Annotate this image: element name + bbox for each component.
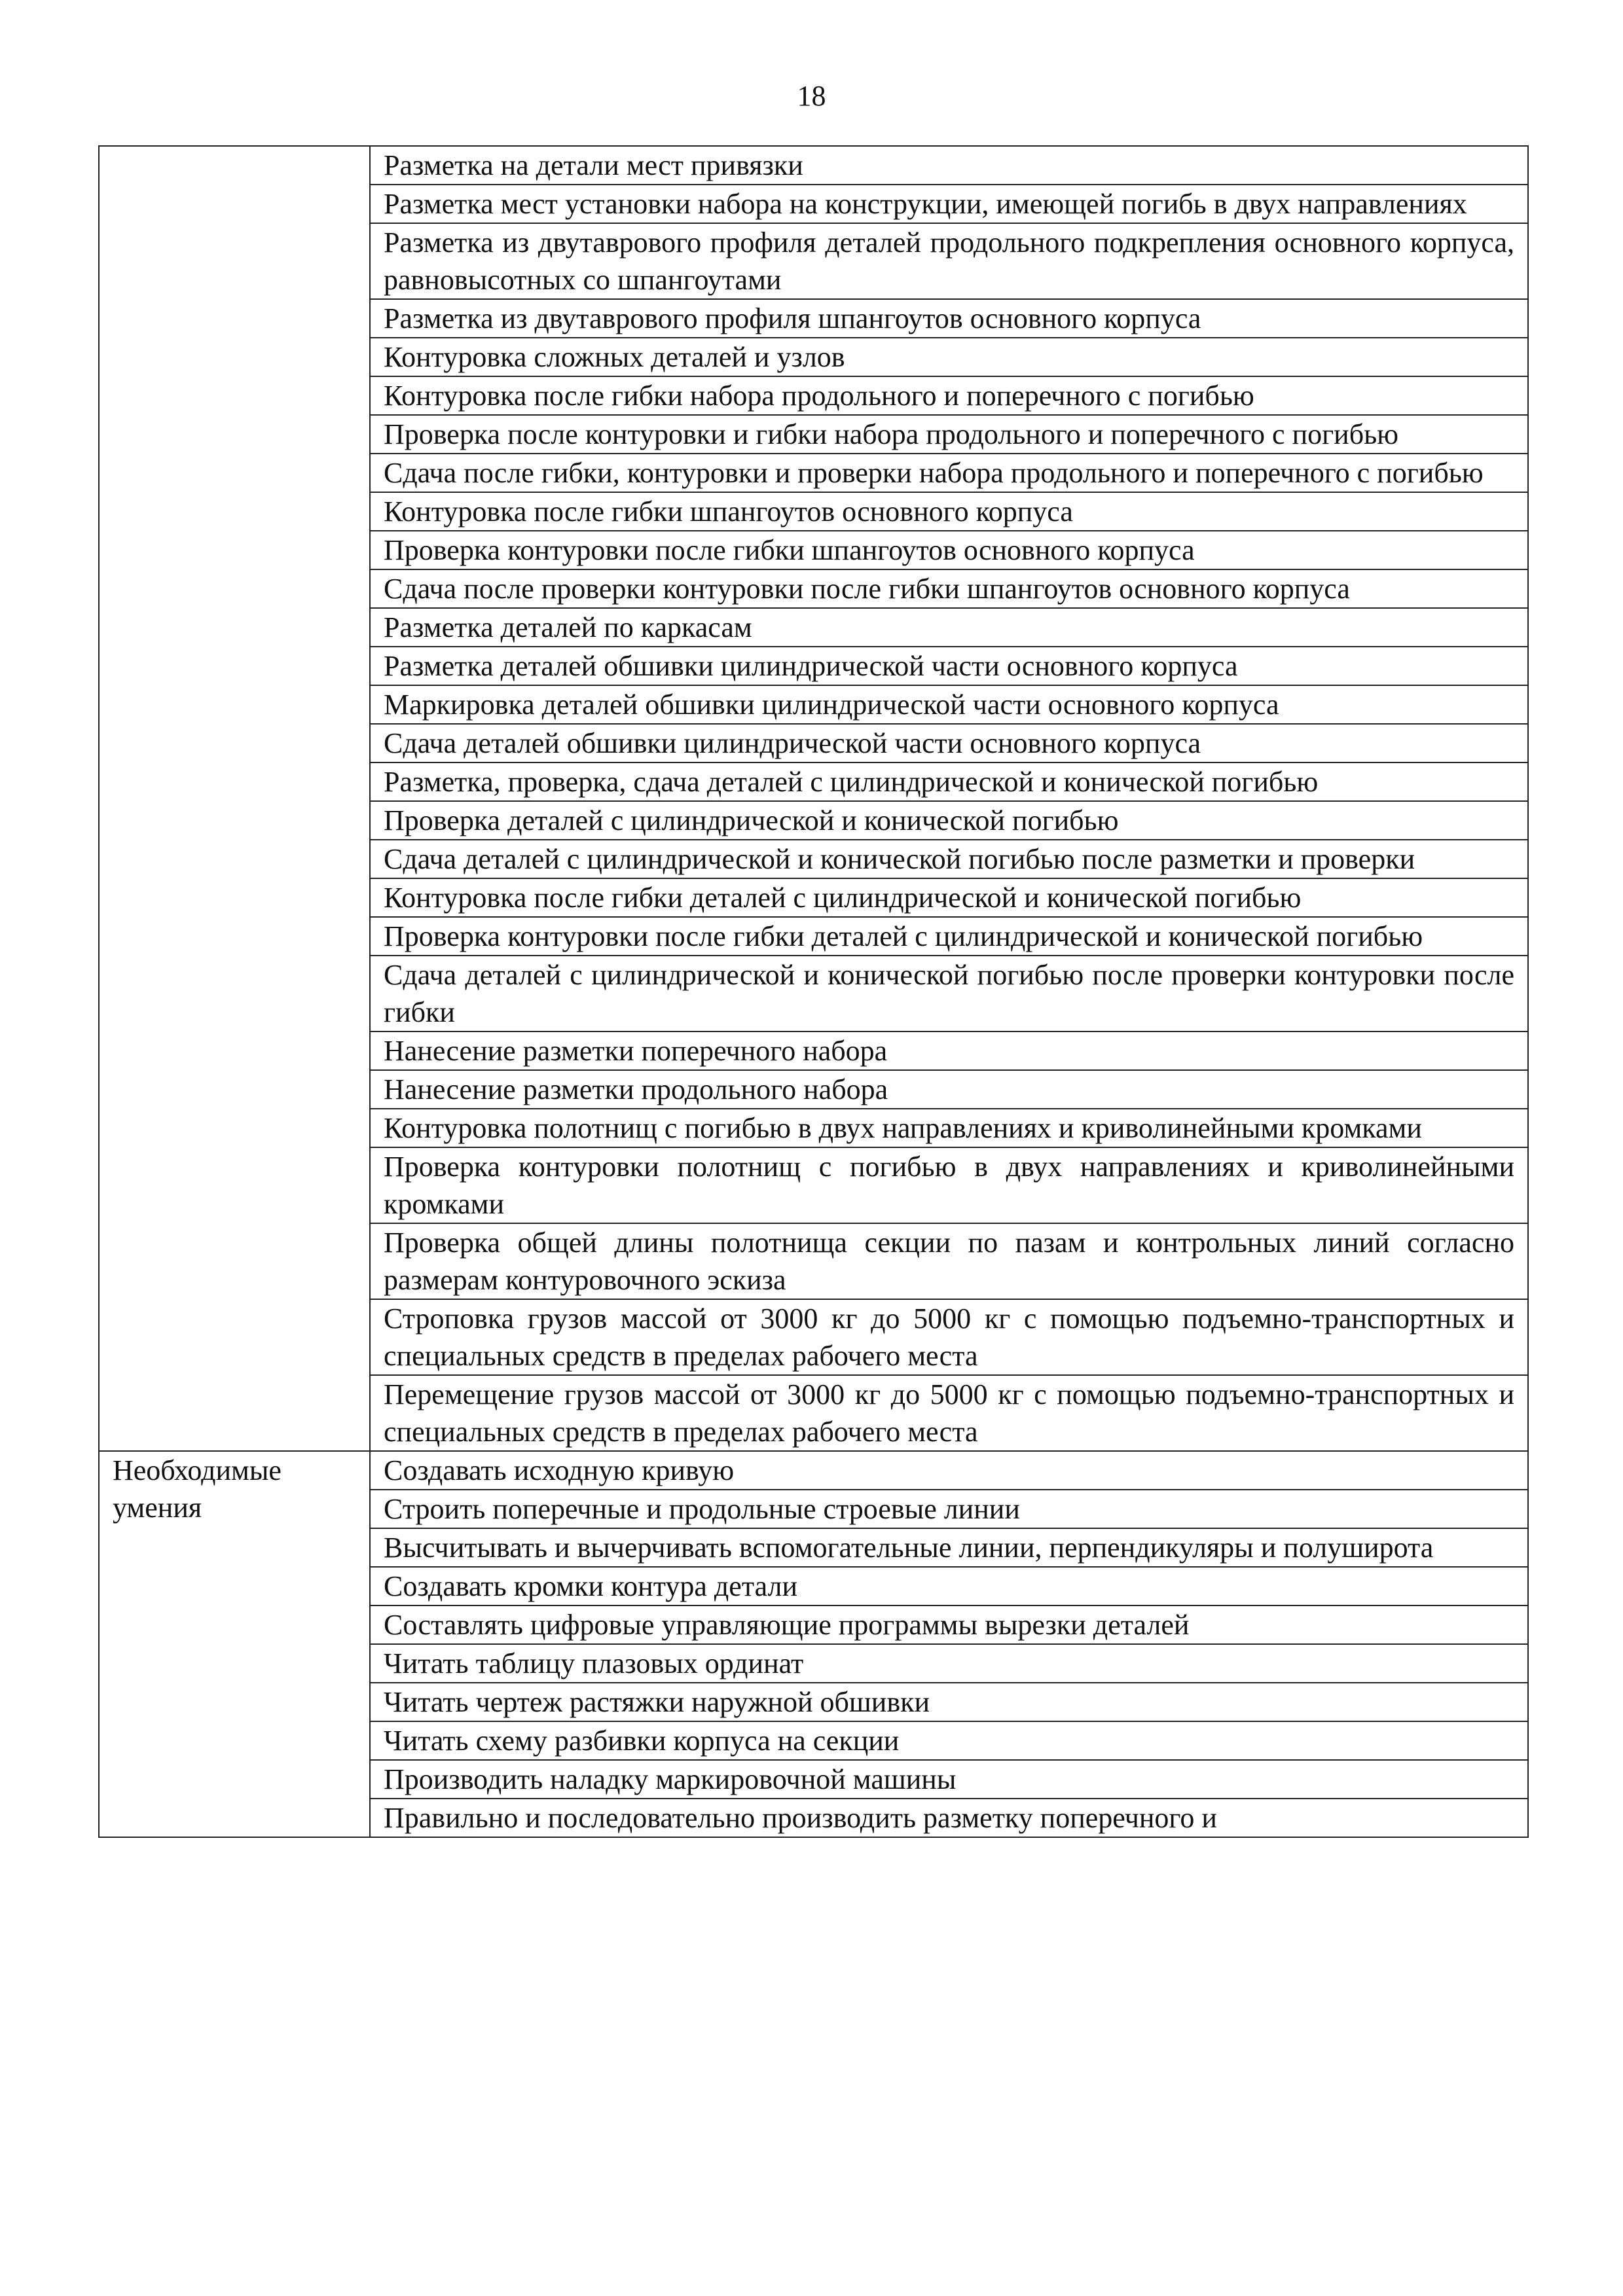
- table-cell-item: Проверка контуровки после гибки шпангоутов основного корпуса: [370, 531, 1528, 569]
- table-row: [99, 146, 1528, 185]
- table-cell-item: Нанесение разметки поперечного набора: [370, 1031, 1528, 1070]
- table-cell-item: Нанесение разметки продольного набора: [370, 1070, 1528, 1109]
- table-cell-item: Сдача деталей с цилиндрической и конической погибью после разметки и проверки: [370, 840, 1528, 878]
- table-cell-item: Контуровка после гибки шпангоутов основного корпуса: [370, 492, 1528, 531]
- table-cell-item: Разметка деталей обшивки цилиндрической части основного корпуса: [370, 647, 1528, 685]
- table-cell-item: Сдача деталей обшивки цилиндрической части основного корпуса: [370, 724, 1528, 762]
- table-row: [99, 1451, 1528, 1490]
- table-cell-item: Проверка после контуровки и гибки набора продольного и поперечного с погибью: [370, 415, 1528, 454]
- table-cell-item: Разметка из двутаврового профиля шпангоутов основного корпуса: [370, 299, 1528, 338]
- table-cell-item: Сдача после проверки контуровки после гибки шпангоутов основного корпуса: [370, 569, 1528, 608]
- table-cell-item: Контуровка полотнищ с погибью в двух направлениях и криволинейными кромками: [370, 1109, 1528, 1147]
- table-cell-item: Высчитывать и вычерчивать вспомогательные линии, перпендикуляры и полуширота: [370, 1528, 1528, 1567]
- table-cell-item: Проверка общей длины полотнища секции по пазам и контрольных линий согласно размерам контуровочного эскиза: [370, 1223, 1528, 1299]
- table-cell-item: Правильно и последовательно производить разметку поперечного и: [370, 1799, 1528, 1837]
- table-cell-item: Производить наладку маркировочной машины: [370, 1760, 1528, 1799]
- table-cell-item: Составлять цифровые управляющие программы вырезки деталей: [370, 1605, 1528, 1644]
- table-cell-item: Разметка на детали мест привязки: [370, 146, 1528, 185]
- table-cell-item: Контуровка после гибки деталей с цилиндрической и конической погибью: [370, 878, 1528, 917]
- table-cell-item: Разметка, проверка, сдача деталей с цилиндрической и конической погибью: [370, 762, 1528, 801]
- table-cell-item: Разметка мест установки набора на конструкции, имеющей погибь в двух направлениях: [370, 185, 1528, 223]
- table-cell-item: Сдача деталей с цилиндрической и конической погибью после проверки контуровки после гибки: [370, 956, 1528, 1031]
- table-cell-item: Разметка деталей по каркасам: [370, 608, 1528, 647]
- table-cell-item: Проверка контуровки полотнищ с погибью в двух направлениях и криволинейными кромками: [370, 1147, 1528, 1223]
- page-number: 18: [797, 80, 826, 112]
- table-cell-item: Читать чертеж растяжки наружной обшивки: [370, 1683, 1528, 1721]
- table-cell-item: Строить поперечные и продольные строевые линии: [370, 1490, 1528, 1528]
- table-cell-item: Создавать исходную кривую: [370, 1451, 1528, 1490]
- competency-table: [98, 145, 1529, 1838]
- table-cell-item: Перемещение грузов массой от 3000 кг до 5000 кг с помощью подъемно-транспортных и специальных средств в пределах рабочего места: [370, 1375, 1528, 1451]
- table-body: [99, 146, 1528, 1837]
- table-cell-item: Создавать кромки контура детали: [370, 1567, 1528, 1605]
- table-cell-item: Сдача после гибки, контуровки и проверки набора продольного и поперечного с погибью: [370, 454, 1528, 492]
- table-cell-item: Строповка грузов массой от 3000 кг до 5000 кг с помощью подъемно-транспортных и специальных средств в пределах рабочего места: [370, 1299, 1528, 1375]
- table-cell-item: Читать таблицу плазовых ординат: [370, 1644, 1528, 1683]
- section-label: Необходимые умения: [99, 1451, 370, 1837]
- table-cell-item: Разметка из двутаврового профиля деталей продольного подкрепления основного корпуса, равновысотных со шпангоутами: [370, 223, 1528, 299]
- table-cell-item: Читать схему разбивки корпуса на секции: [370, 1721, 1528, 1760]
- table-cell-item: Контуровка сложных деталей и узлов: [370, 338, 1528, 376]
- section-label-empty: [99, 146, 370, 1451]
- table-cell-item: Проверка деталей с цилиндрической и конической погибью: [370, 801, 1528, 840]
- table-cell-item: Маркировка деталей обшивки цилиндрической части основного корпуса: [370, 685, 1528, 724]
- table-cell-item: Контуровка после гибки набора продольного и поперечного с погибью: [370, 376, 1528, 415]
- table-cell-item: Проверка контуровки после гибки деталей с цилиндрической и конической погибью: [370, 917, 1528, 956]
